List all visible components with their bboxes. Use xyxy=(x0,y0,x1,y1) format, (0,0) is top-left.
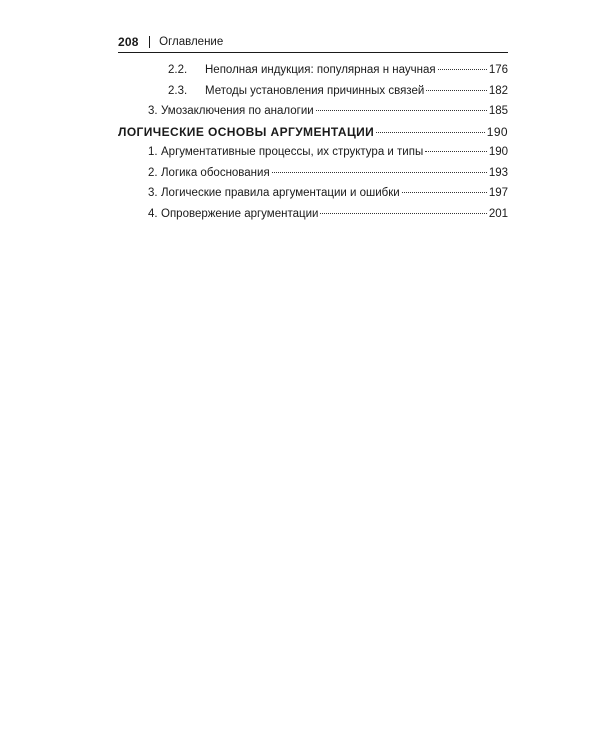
dot-leader xyxy=(316,110,487,111)
toc-entry-title: Опровержение аргументации xyxy=(161,207,319,220)
toc-entry[interactable] xyxy=(118,81,508,102)
toc-entry[interactable] xyxy=(118,204,508,225)
toc-part-heading[interactable] xyxy=(118,122,508,143)
dot-leader xyxy=(272,172,487,173)
toc-entry-title: Умозаключения по аналогии xyxy=(161,105,314,117)
dot-leader xyxy=(438,69,487,70)
toc-entry-page: 197 xyxy=(488,187,508,199)
toc-entry-title: Логические правила аргументации и ошибки xyxy=(161,187,400,199)
toc-entry-number: 3. xyxy=(148,187,158,199)
header-rule xyxy=(118,52,508,53)
toc-entry-title: Аргументативные процессы, их структура и типы xyxy=(161,146,424,158)
dot-leader xyxy=(376,132,485,133)
toc-entry[interactable] xyxy=(118,183,508,204)
toc-entry-title: Неполная индукция: популярная н научная xyxy=(205,64,436,76)
toc-entry-number: 2.3. xyxy=(168,84,188,97)
dot-leader xyxy=(402,192,487,193)
toc-entry-page: 185 xyxy=(488,105,508,117)
toc-entry-page: 201 xyxy=(488,207,508,220)
toc-entry[interactable] xyxy=(118,163,508,184)
toc-part-title: ЛОГИЧЕСКИЕ ОСНОВЫ АРГУМЕНТАЦИИ xyxy=(118,124,375,139)
toc-entry-page: 176 xyxy=(488,64,508,76)
toc-entry[interactable] xyxy=(118,101,508,122)
running-head-title: Оглавление xyxy=(159,36,224,48)
page-number: 208 xyxy=(118,35,139,49)
toc-entry-number: 2.2. xyxy=(168,64,188,76)
toc-entry[interactable] xyxy=(118,142,508,163)
toc-entry-number: 4. xyxy=(148,207,158,220)
toc-entry-number: 1. xyxy=(148,146,158,158)
toc-entry-page: 193 xyxy=(488,166,508,179)
toc-entry-title: Методы установления причинных связей xyxy=(205,84,425,97)
toc-entry-page: 182 xyxy=(488,84,508,97)
header-separator xyxy=(149,36,151,48)
toc-entry-page: 190 xyxy=(486,124,508,139)
dot-leader xyxy=(426,90,487,91)
toc-entry-title: Логика обоснования xyxy=(161,166,270,179)
dot-leader xyxy=(425,151,487,152)
table-of-contents xyxy=(118,60,508,224)
toc-entry-number: 2. xyxy=(148,166,158,179)
toc-entry-page: 190 xyxy=(488,146,508,158)
dot-leader xyxy=(320,213,486,214)
toc-entry-number: 3. xyxy=(148,105,158,117)
running-head xyxy=(118,33,508,51)
toc-entry[interactable] xyxy=(118,60,508,81)
